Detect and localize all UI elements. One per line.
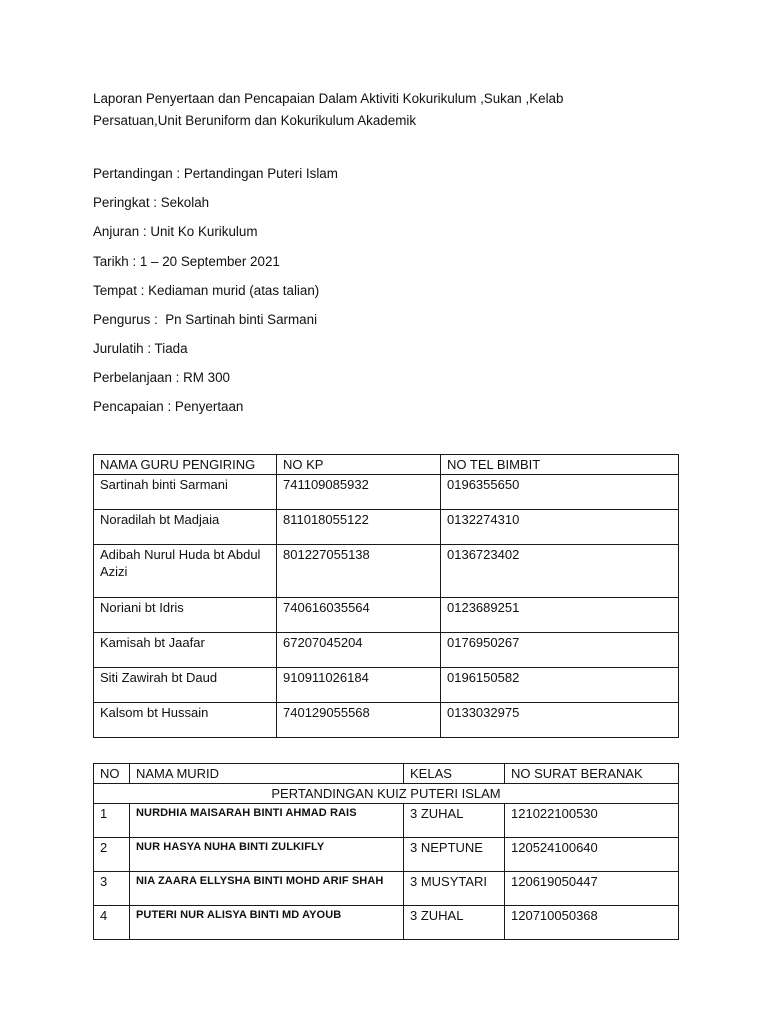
teacher-phone: 0176950267: [441, 633, 679, 668]
student-class: 3 NEPTUNE: [404, 838, 505, 872]
teacher-ic: 811018055122: [277, 510, 441, 545]
student-no: 1: [94, 804, 130, 838]
section-row: [94, 784, 679, 804]
student-birth-cert: 120524100640: [505, 838, 679, 872]
student-no: 3: [94, 872, 130, 906]
table-row: [94, 872, 679, 906]
student-birth-cert: 121022100530: [505, 804, 679, 838]
teacher-ic: 910911026184: [277, 668, 441, 703]
teacher-phone: 0123689251: [441, 598, 679, 633]
teacher-ic: 740616035564: [277, 598, 441, 633]
table-header-row: [94, 764, 679, 784]
table-row: [94, 510, 679, 545]
student-name: NIA ZAARA ELLYSHA BINTI MOHD ARIF SHAH: [130, 872, 404, 906]
table-row: [94, 838, 679, 872]
student-class: 3 ZUHAL: [404, 804, 505, 838]
table-row: [94, 545, 679, 598]
student-no: 2: [94, 838, 130, 872]
column-header: KELAS: [404, 764, 505, 784]
table-row: [94, 598, 679, 633]
students-table: [93, 763, 679, 940]
student-no: 4: [94, 906, 130, 940]
column-header: NAMA GURU PENGIRING: [94, 455, 277, 475]
table-row: [94, 475, 679, 510]
teacher-phone: 0136723402: [441, 545, 679, 598]
teacher-phone: 0196355650: [441, 475, 679, 510]
field-tarikh: Tarikh : 1 – 20 September 2021: [93, 254, 280, 269]
report-title: Laporan Penyertaan dan Pencapaian Dalam Aktiviti Kokurikulum ,Sukan ,Kelab Persatuan,Unit Beruniform dan Kokurikulum Akademik: [93, 91, 564, 128]
table-row: [94, 668, 679, 703]
table-row: [94, 633, 679, 668]
field-anjuran: Anjuran : Unit Ko Kurikulum: [93, 224, 258, 239]
field-perbelanjaan: Perbelanjaan : RM 300: [93, 370, 230, 385]
table-row: [94, 703, 679, 738]
field-pencapaian: Pencapaian : Penyertaan: [93, 399, 244, 414]
teacher-name: Sartinah binti Sarmani: [94, 475, 277, 510]
field-pertandingan: Pertandingan : Pertandingan Puteri Islam: [93, 166, 338, 181]
teacher-phone: 0132274310: [441, 510, 679, 545]
student-name: PUTERI NUR ALISYA BINTI MD AYOUB: [130, 906, 404, 940]
field-jurulatih: Jurulatih : Tiada: [93, 341, 188, 356]
teacher-ic: 741109085932: [277, 475, 441, 510]
student-birth-cert: 120710050368: [505, 906, 679, 940]
teacher-name: Adibah Nurul Huda bt Abdul Azizi: [94, 545, 277, 598]
table-row: [94, 906, 679, 940]
column-header: NO: [94, 764, 130, 784]
table-row: [94, 804, 679, 838]
student-class: 3 ZUHAL: [404, 906, 505, 940]
student-name: NUR HASYA NUHA BINTI ZULKIFLY: [130, 838, 404, 872]
teacher-phone: 0196150582: [441, 668, 679, 703]
field-peringkat: Peringkat : Sekolah: [93, 195, 210, 210]
section-title: PERTANDINGAN KUIZ PUTERI ISLAM: [94, 784, 679, 804]
student-class: 3 MUSYTARI: [404, 872, 505, 906]
teacher-ic: 67207045204: [277, 633, 441, 668]
teachers-table: [93, 454, 679, 738]
teacher-name: Noriani bt Idris: [94, 598, 277, 633]
teacher-name: Kamisah bt Jaafar: [94, 633, 277, 668]
field-pengurus: Pengurus : Pn Sartinah binti Sarmani: [93, 312, 318, 327]
student-name: NURDHIA MAISARAH BINTI AHMAD RAIS: [130, 804, 404, 838]
teacher-ic: 740129055568: [277, 703, 441, 738]
column-header: NO SURAT BERANAK: [505, 764, 679, 784]
teacher-phone: 0133032975: [441, 703, 679, 738]
student-birth-cert: 120619050447: [505, 872, 679, 906]
teacher-ic: 801227055138: [277, 545, 441, 598]
column-header: NO TEL BIMBIT: [441, 455, 679, 475]
teacher-name: Kalsom bt Hussain: [94, 703, 277, 738]
column-header: NO KP: [277, 455, 441, 475]
column-header: NAMA MURID: [130, 764, 404, 784]
field-tempat: Tempat : Kediaman murid (atas talian): [93, 283, 320, 298]
teacher-name: Noradilah bt Madjaia: [94, 510, 277, 545]
teacher-name: Siti Zawirah bt Daud: [94, 668, 277, 703]
table-header-row: [94, 455, 679, 475]
